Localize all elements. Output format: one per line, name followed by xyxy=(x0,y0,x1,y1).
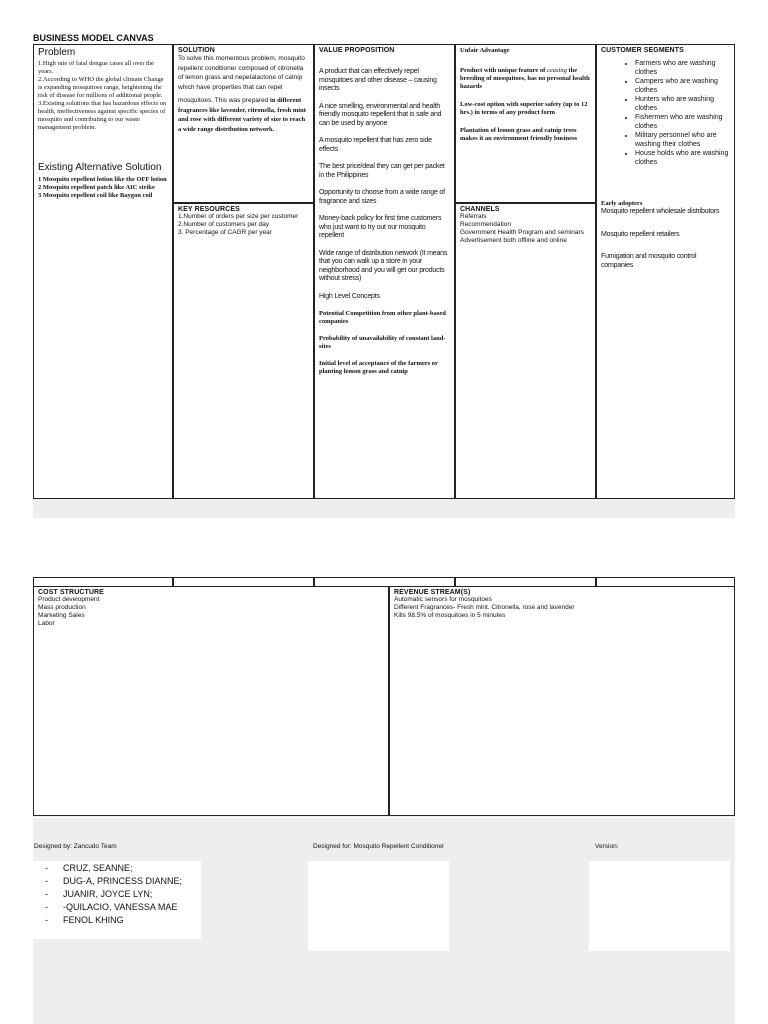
team-member: - -QUILACIO, VANESSA MAE xyxy=(63,901,201,914)
problem-heading: Problem xyxy=(38,47,76,58)
adopter-item: Mosquito repellent wholesale distributors xyxy=(601,208,720,215)
customer-segments-heading: CUSTOMER SEGMENTS xyxy=(601,47,684,54)
alternative-heading: Existing Alternative Solution xyxy=(38,162,162,173)
solution-text-bold: in different fragrances like lavender, citronella, fresh mint and rose with different variety of size to reach a wide range distribution network. xyxy=(178,97,306,133)
early-adopters-heading: Early adopters xyxy=(601,200,643,207)
channel-item: Referrals xyxy=(460,213,487,220)
value-item: A product that can effectively repel mosquitoes and other disease – causing insects xyxy=(319,68,437,92)
key-resources-heading: KEY RESOURCES xyxy=(178,206,240,213)
key-resource-item: 3. Percentage of CAGR per year xyxy=(178,229,272,236)
segment-item: • Fishermen who are washing clothes xyxy=(635,114,730,131)
problem-item: 3.Existing solutions that has hazardous effects on health, ineffectiveness against specific species of mosquito and contributing to our waste management problem. xyxy=(38,100,167,131)
unfair-item: Low-cost option with superior safety (up to 12 hrs.) in terms of any product form xyxy=(460,101,588,116)
segment-item: • Campers who are washing clothes xyxy=(635,78,730,95)
unfair-item-cont: the breeding of mosquitoes, has no personal health hazards xyxy=(460,67,590,90)
high-level-concepts: High Level Concepts xyxy=(319,292,380,300)
key-resource-item: 1.Number of orders per size per customer xyxy=(178,213,299,220)
alternative-item: 2 Mosquito repellent patch like AIC strike xyxy=(38,184,155,191)
cost-item: Labor xyxy=(38,620,55,627)
value-item: Money-back policy for first time customers who just want to try out our mosquito repellent xyxy=(319,215,442,239)
version-label: Version: xyxy=(595,843,619,850)
alternative-item: 1 Mosquito repellent lotion like the OFF lotion xyxy=(38,176,167,183)
value-item: A mosquito repellent that has zero side effects xyxy=(319,137,432,153)
alternative-item: 3 Mosquito repellent coil like Baygon coil xyxy=(38,192,153,199)
channel-item: Recommendation xyxy=(460,221,511,228)
channels-block xyxy=(455,203,596,499)
team-member: - JUANIR, JOYCE LYN; xyxy=(63,888,201,901)
revenue-heading: REVENUE STREAM(S) xyxy=(394,589,471,596)
key-resources-block xyxy=(173,203,314,499)
team-box xyxy=(33,861,201,939)
channel-item: Government Health Program and seminars xyxy=(460,229,584,236)
segment-item: • Military personnel who are washing their clothes xyxy=(635,132,730,149)
problem-item: 2.According to WHO the global climate Change is expanding mosquitoes range, heightening the risk of disease for millions of additional people. xyxy=(38,76,164,99)
key-resource-item: 2.Number of customers per day xyxy=(178,221,270,228)
solution-text: To solve this momentous problem, mosquito repellent conditioner composed of citronella of lemon grass and nepetalactone of catnip which have properties that can repel xyxy=(178,55,305,91)
channels-heading: CHANNELS xyxy=(460,206,500,213)
solution-heading: SOLUTION xyxy=(178,47,215,54)
channel-item: Advertisement both offline and online xyxy=(460,237,567,244)
risk-item: Initial level of acceptance of the farmers or planting lemon grass and catnip xyxy=(319,360,438,375)
revenue-streams-block xyxy=(389,586,735,816)
value-proposition-heading: VALUE PROPOSITION xyxy=(319,47,395,54)
designed-by-label: Designed by: Zancudo Team xyxy=(34,843,117,850)
value-item: The best price/deal they can get per packet in the Philippines xyxy=(319,163,445,179)
page-title: BUSINESS MODEL CANVAS xyxy=(33,33,154,43)
unfair-advantage-block xyxy=(455,44,596,203)
value-item: A nice smelling, environmental and health friendly mosquito repellent that is safe and can be used by anyone xyxy=(319,102,442,127)
segment-item: • House holds who are washing clothes xyxy=(635,150,730,167)
problem-item: 1.High rate of fatal dengue cases all over the years. xyxy=(38,60,155,75)
cost-item: Marketing Sales xyxy=(38,612,85,619)
version-box xyxy=(589,861,730,951)
adopter-item: Mosquito repellent retailers xyxy=(601,230,680,238)
designed-for-box xyxy=(308,861,449,951)
segment-item: • Hunters who are washing clothes xyxy=(635,96,730,113)
cost-structure-block xyxy=(33,586,389,816)
value-item: Wide range of distribution network (It means that you can walk up a store in your neighborhood and you will get our products without stress) xyxy=(319,249,448,282)
revenue-item: Kills 98.5% of mosquitoes in 5 minutes xyxy=(394,612,506,619)
team-member: - CRUZ, SEANNE; xyxy=(63,862,201,875)
segment-item: • Farmers who are washing clothes xyxy=(635,60,730,77)
revenue-item: Automatic sensors for mosquitoes xyxy=(394,596,492,603)
solution-text-cont: mosquitoes. This was prepared xyxy=(178,97,269,104)
revenue-item: Different Fragrances- Fresh mint. Citronella, rose and lavender xyxy=(394,604,575,611)
cost-item: Mass production xyxy=(38,604,86,611)
team-member: - FENOL KHING xyxy=(63,914,201,927)
problem-block xyxy=(33,44,173,499)
unfair-item: Product with unique feature of xyxy=(460,67,546,74)
cost-item: Product development xyxy=(38,596,100,603)
value-item: Opportunity to choose from a wide range of fragrance and sizes xyxy=(319,189,445,205)
unfair-item-emphasis: ceasing xyxy=(546,67,567,74)
team-member: - DUG-A, PRINCESS DIANNE; xyxy=(63,875,201,888)
adopter-item: Fumigation and mosquito control companies xyxy=(601,253,697,269)
risk-item: Probability of unavailability of constant land-sites xyxy=(319,335,446,350)
value-proposition-block xyxy=(314,44,455,499)
unfair-item: Plantation of lemon grass and catnip trees makes it an environment friendly business xyxy=(460,127,578,142)
cost-structure-heading: COST STRUCTURE xyxy=(38,589,104,596)
risk-item: Potential Competition from other plant-based companies xyxy=(319,310,446,325)
unfair-advantage-heading: Unfair Advantage xyxy=(460,47,510,54)
customer-segments-block xyxy=(596,44,735,499)
solution-block xyxy=(173,44,314,203)
designed-for-label: Designed for: Mosquito Repellent Conditioner xyxy=(313,843,445,850)
